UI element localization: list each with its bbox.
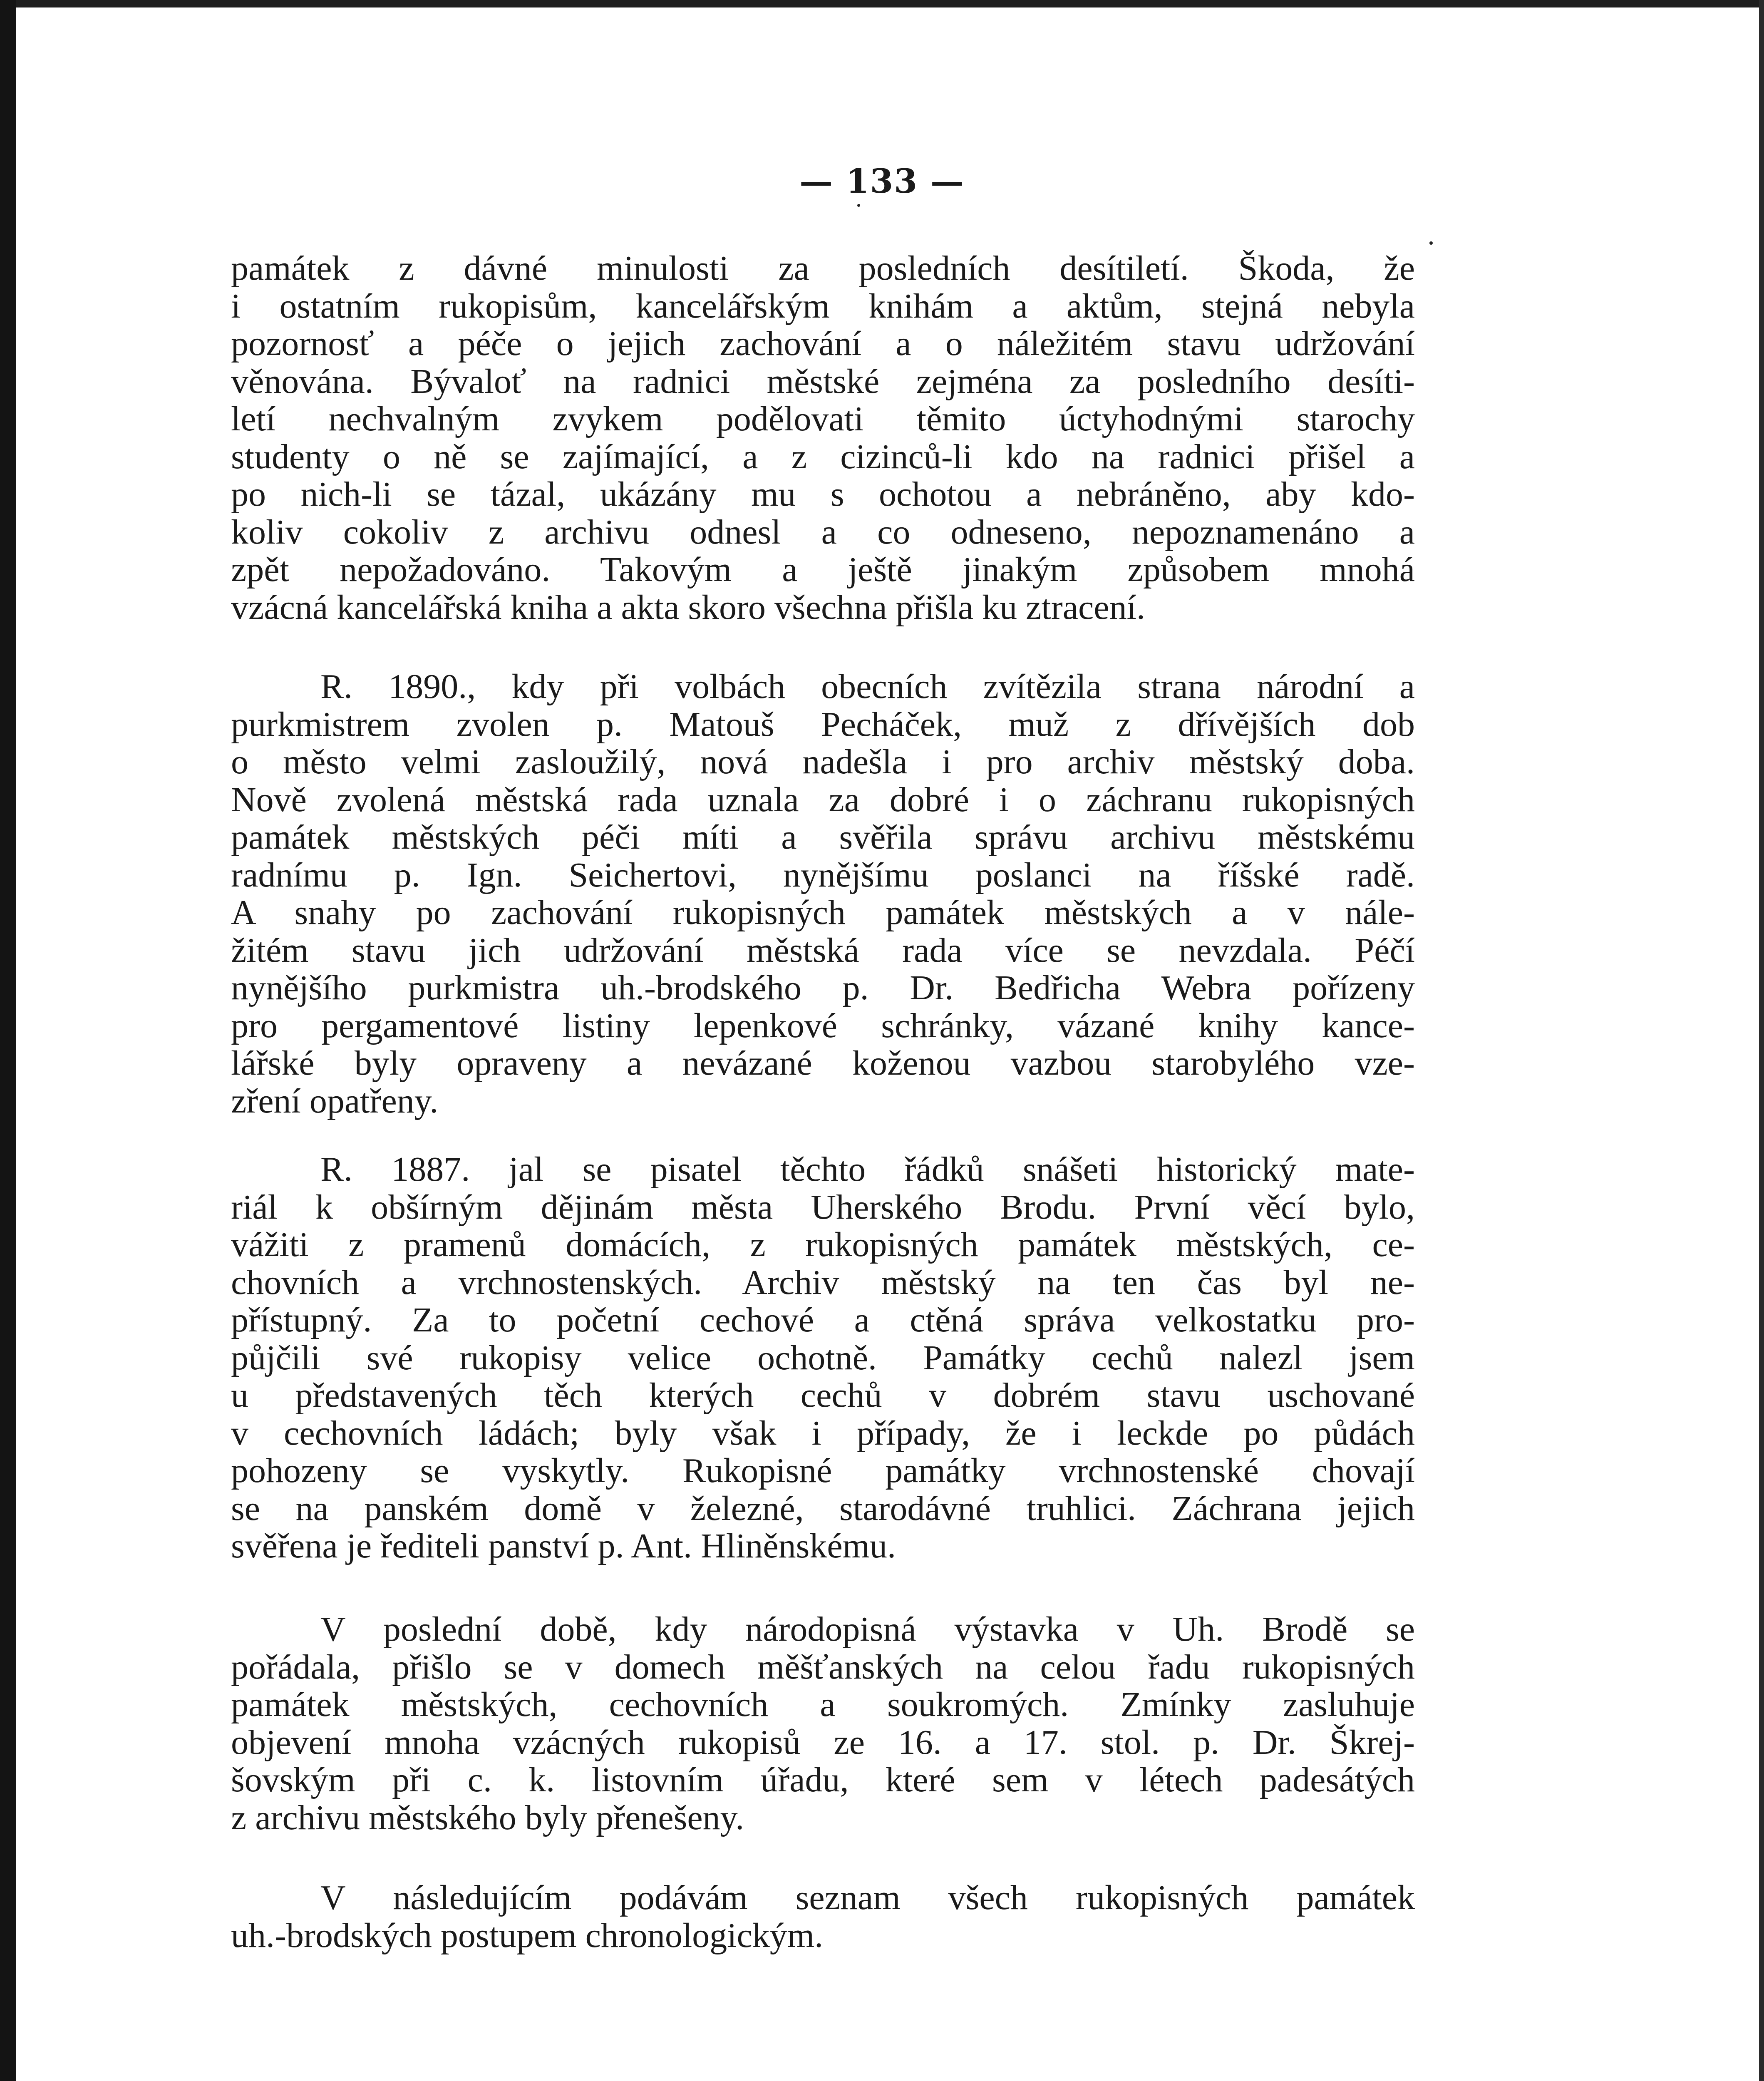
text-line: koliv cokoliv z archivu odnesl a co odneseno, nepoznamenáno a (231, 512, 1415, 551)
text-line: vzácná kancelářská kniha a akta skoro všechna přišla ku ztracení. (231, 588, 1145, 627)
text-line: A snahy po zachování rukopisných památek městských a v nále- (231, 893, 1415, 932)
text-line: chovních a vrchnostenských. Archiv městský na ten čas byl ne- (231, 1263, 1415, 1302)
text-line: památek z dávné minulosti za posledních desítiletí. Škoda, že (231, 249, 1415, 288)
text-line: v cechovních ládách; byly však i případy, že i leckde po půdách (231, 1413, 1415, 1453)
text-line: půjčili své rukopisy velice ochotně. Památky cechů nalezl jsem (231, 1338, 1415, 1377)
text-line: purkmistrem zvolen p. Matouš Pecháček, muž z dřívějších dob (231, 705, 1415, 744)
text-line: z archivu městského byly přenešeny. (231, 1798, 744, 1837)
text-line: se na panském domě v železné, starodávné truhlici. Záchrana jejich (231, 1489, 1415, 1528)
text-line: po nich-li se tázal, ukázány mu s ochotou a nebráněno, aby kdo- (231, 475, 1415, 514)
text-line: věnována. Bývaloť na radnici městské zejména za posledního desíti- (231, 362, 1415, 401)
text-line: uh.-brodských postupem chronologickým. (231, 1916, 824, 1955)
page-number: — 133 — (799, 161, 965, 201)
text-line: u představených těch kterých cechů v dobrém stavu uschované (231, 1376, 1415, 1415)
paragraph-2 (231, 668, 1415, 1120)
text-line: V poslední době, kdy národopisná výstavka v Uh. Brodě se (320, 1610, 1415, 1649)
text-line: i ostatním rukopisům, kancelářským knihám a aktům, stejná nebyla (231, 286, 1415, 325)
text-line: žitém stavu jich udržování městská rada více se nevzdala. Péčí (231, 931, 1415, 970)
text-line: šovským při c. k. listovním úřadu, které sem v létech padesátých (231, 1761, 1415, 1799)
scan-border-left (0, 0, 16, 2081)
text-line: lářské byly opraveny a nevázané koženou vazbou starobylého vze- (231, 1044, 1415, 1083)
scan-border-top (0, 0, 1764, 7)
text-line: objevení mnoha vzácných rukopisů ze 16. a 17. stol. p. Dr. Škrej- (231, 1723, 1415, 1762)
scan-border-right (1759, 0, 1764, 2081)
text-line: svěřena je řediteli panství p. Ant. Hliněnskému. (231, 1527, 896, 1565)
text-line: R. 1887. jal se pisatel těchto řádků snášeti historický mate- (320, 1150, 1415, 1189)
text-line: pozornosť a péče o jejich zachování a o náležitém stavu udržování (231, 324, 1415, 363)
paragraph-4 (231, 1611, 1415, 1837)
paragraph-5 (231, 1879, 1415, 1954)
text-line: o město velmi zasloužilý, nová nadešla i pro archiv městský doba. (231, 743, 1415, 781)
text-line: vážiti z pramenů domácích, z rukopisných památek městských, ce- (231, 1225, 1415, 1264)
scan-speck (857, 204, 860, 207)
text-line: studenty o ně se zajímající, a z cizinců-li kdo na radnici přišel a (231, 437, 1415, 476)
text-line: zření opatřeny. (231, 1081, 439, 1120)
text-line: nynějšího purkmistra uh.-brodského p. Dr. Bedřicha Webra pořízeny (231, 968, 1415, 1007)
text-line: památek městských péči míti a svěřila správu archivu městskému (231, 818, 1415, 857)
paragraph-1 (231, 250, 1415, 626)
text-line: památek městských, cechovních a soukromých. Zmínky zasluhuje (231, 1685, 1415, 1724)
text-line: riál k obšírným dějinám města Uherského Brodu. První věcí bylo, (231, 1187, 1415, 1227)
text-line: přístupný. Za to početní cechové a ctěná správa velkostatku pro- (231, 1301, 1415, 1339)
text-line: pohozeny se vyskytly. Rukopisné památky vrchnostenské chovají (231, 1451, 1415, 1490)
scan-speck (1429, 241, 1433, 245)
text-line: pořádala, přišlo se v domech měšťanských na celou řadu rukopisných (231, 1647, 1415, 1686)
text-line: zpět nepožadováno. Takovým a ještě jinakým způsobem mnohá (231, 550, 1415, 589)
text-line: pro pergamentové listiny lepenkové schránky, vázané knihy kance- (231, 1006, 1415, 1045)
text-line: radnímu p. Ign. Seichertovi, nynějšímu poslanci na říšské radě. (231, 855, 1415, 894)
text-line: letí nechvalným zvykem podělovati těmito úctyhodnými starochy (231, 400, 1415, 438)
paragraph-3 (231, 1151, 1415, 1565)
text-line: Nově zvolená městská rada uznala za dobré i o záchranu rukopisných (231, 780, 1415, 819)
text-line: R. 1890., kdy při volbách obecních zvítězila strana národní a (320, 667, 1415, 706)
text-line: V následujícím podávám seznam všech rukopisných památek (320, 1878, 1415, 1917)
